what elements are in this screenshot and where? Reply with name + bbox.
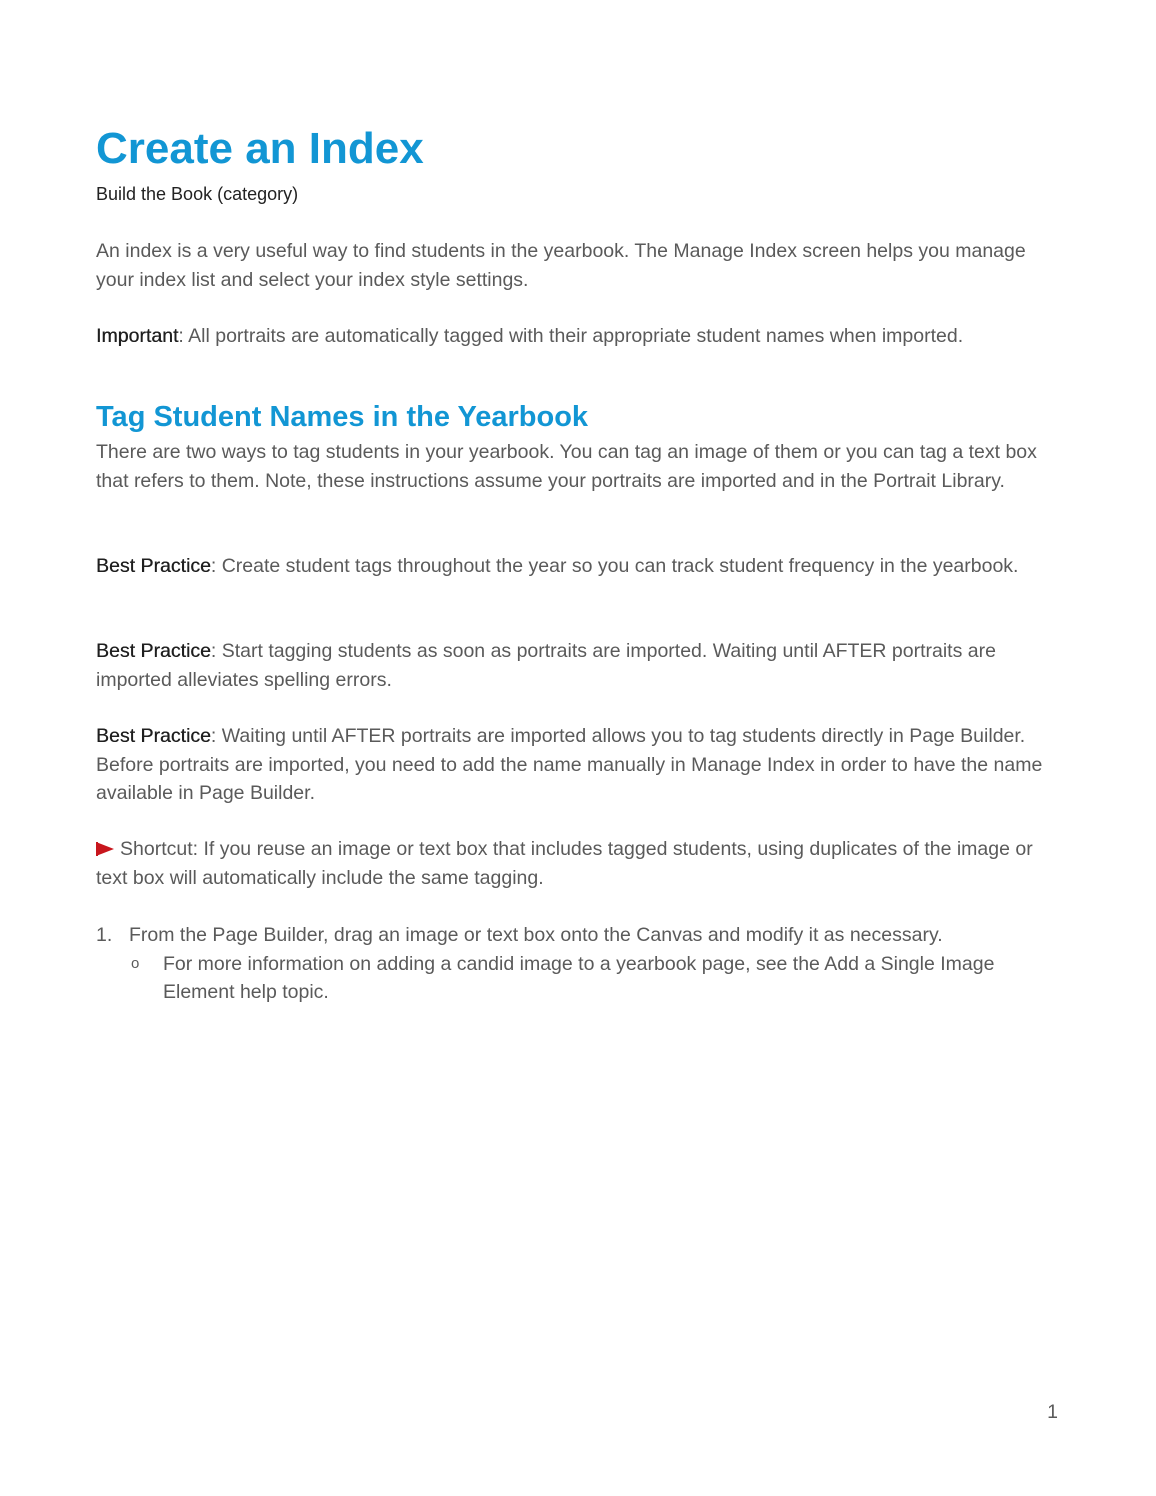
best-practice-text: : Create student tags throughout the year so you can track student frequency in the yearbook. [210,555,1019,577]
step-number: 1. [96,924,113,946]
category-label: Build the Book (category) [96,184,299,204]
step-sub-item [96,950,1066,1007]
important-label: Important [96,325,179,347]
important-text: : All portraits are automatically tagged with their appropriate student names when imported. [178,325,964,347]
section-intro-paragraph: There are two ways to tag students in your yearbook. You can tag an image of them or you can tag a text box that refers to them. Note, these instructions assume your portraits are imported and in the Portrait Library. [96,441,1037,492]
best-practice-label: Best Practice [96,640,211,662]
best-practice-2 [96,637,1066,694]
intro-paragraph: An index is a very useful way to find students in the yearbook. The Manage Index screen helps you manage your index list and select your index style settings. [96,240,1026,291]
shortcut-note [96,835,1066,892]
steps-list [96,921,1066,1007]
sub-item-text: For more information on adding a candid image to a yearbook page, see the Add a Single Image Element help topic. [163,952,995,1003]
step-item [96,921,1066,1007]
section-heading: Tag Student Names in the Yearbook [96,401,589,433]
important-note [96,322,1066,351]
best-practice-1 [96,552,1066,581]
best-practice-label: Best Practice [96,555,211,577]
page-number: 1 [1047,1401,1058,1423]
step-text: From the Page Builder, drag an image or text box onto the Canvas and modify it as necessary. [129,924,943,946]
best-practice-label: Best Practice [96,725,211,747]
best-practice-3 [96,722,1066,808]
page-title: Create an Index [96,124,424,173]
sub-bullet: o [131,954,140,972]
best-practice-text: : Waiting until AFTER portraits are imported allows you to tag students directly in Page Builder. Before portraits are imported, you need to add the name manually in Manage Index in order to have the name available in Page Builder. [96,725,1043,804]
best-practice-text: : Start tagging students as soon as portraits are imported. Waiting until AFTER portraits are imported alleviates spelling errors. [96,640,996,691]
shortcut-text: Shortcut: If you reuse an image or text box that includes tagged students, using duplicates of the image or text box will automatically include the same tagging. [96,838,1033,889]
flag-icon [96,842,114,856]
